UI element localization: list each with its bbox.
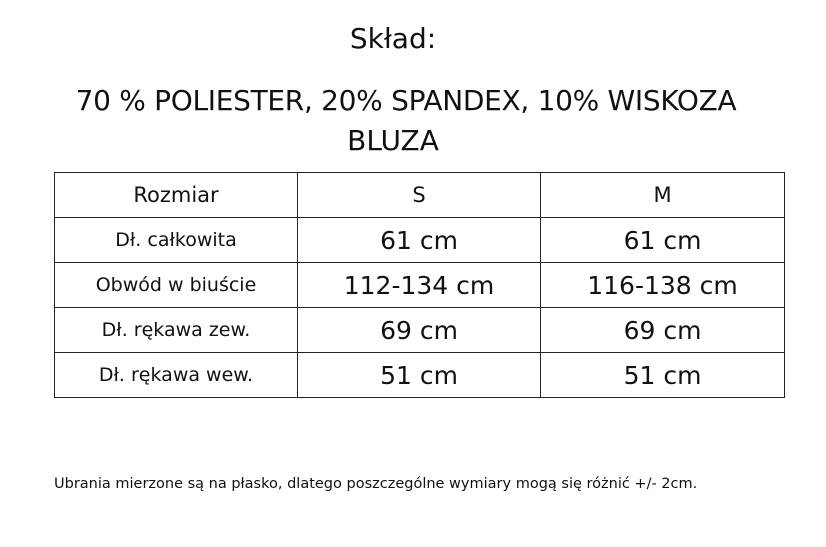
- value-m: 61 cm: [541, 218, 785, 263]
- value-s: 51 cm: [298, 353, 541, 398]
- composition-title: Skład:: [349, 22, 437, 55]
- value-m: 69 cm: [541, 308, 785, 353]
- table-row: [55, 263, 785, 308]
- table-row: [55, 308, 785, 353]
- fabric-composition: 70 % POLIESTER, 20% SPANDEX, 10% WISKOZA: [75, 84, 737, 117]
- header-size-m: M: [541, 173, 785, 218]
- value-s: 112-134 cm: [298, 263, 541, 308]
- row-label: Dł. całkowita: [55, 218, 298, 263]
- row-label: Dł. rękawa wew.: [55, 353, 298, 398]
- header-size-label: Rozmiar: [55, 173, 298, 218]
- row-label: Obwód w biuście: [55, 263, 298, 308]
- measurement-footnote: Ubrania mierzone są na płasko, dlatego poszczególne wymiary mogą się różnić +/- 2cm.: [54, 476, 698, 492]
- value-m: 51 cm: [541, 353, 785, 398]
- value-s: 69 cm: [298, 308, 541, 353]
- value-m: 116-138 cm: [541, 263, 785, 308]
- table-header-row: [55, 173, 785, 218]
- header-size-s: S: [298, 173, 541, 218]
- row-label: Dł. rękawa zew.: [55, 308, 298, 353]
- garment-type: BLUZA: [347, 124, 439, 157]
- table-row: [55, 218, 785, 263]
- table-row: [55, 353, 785, 398]
- value-s: 61 cm: [298, 218, 541, 263]
- size-table: [54, 172, 785, 398]
